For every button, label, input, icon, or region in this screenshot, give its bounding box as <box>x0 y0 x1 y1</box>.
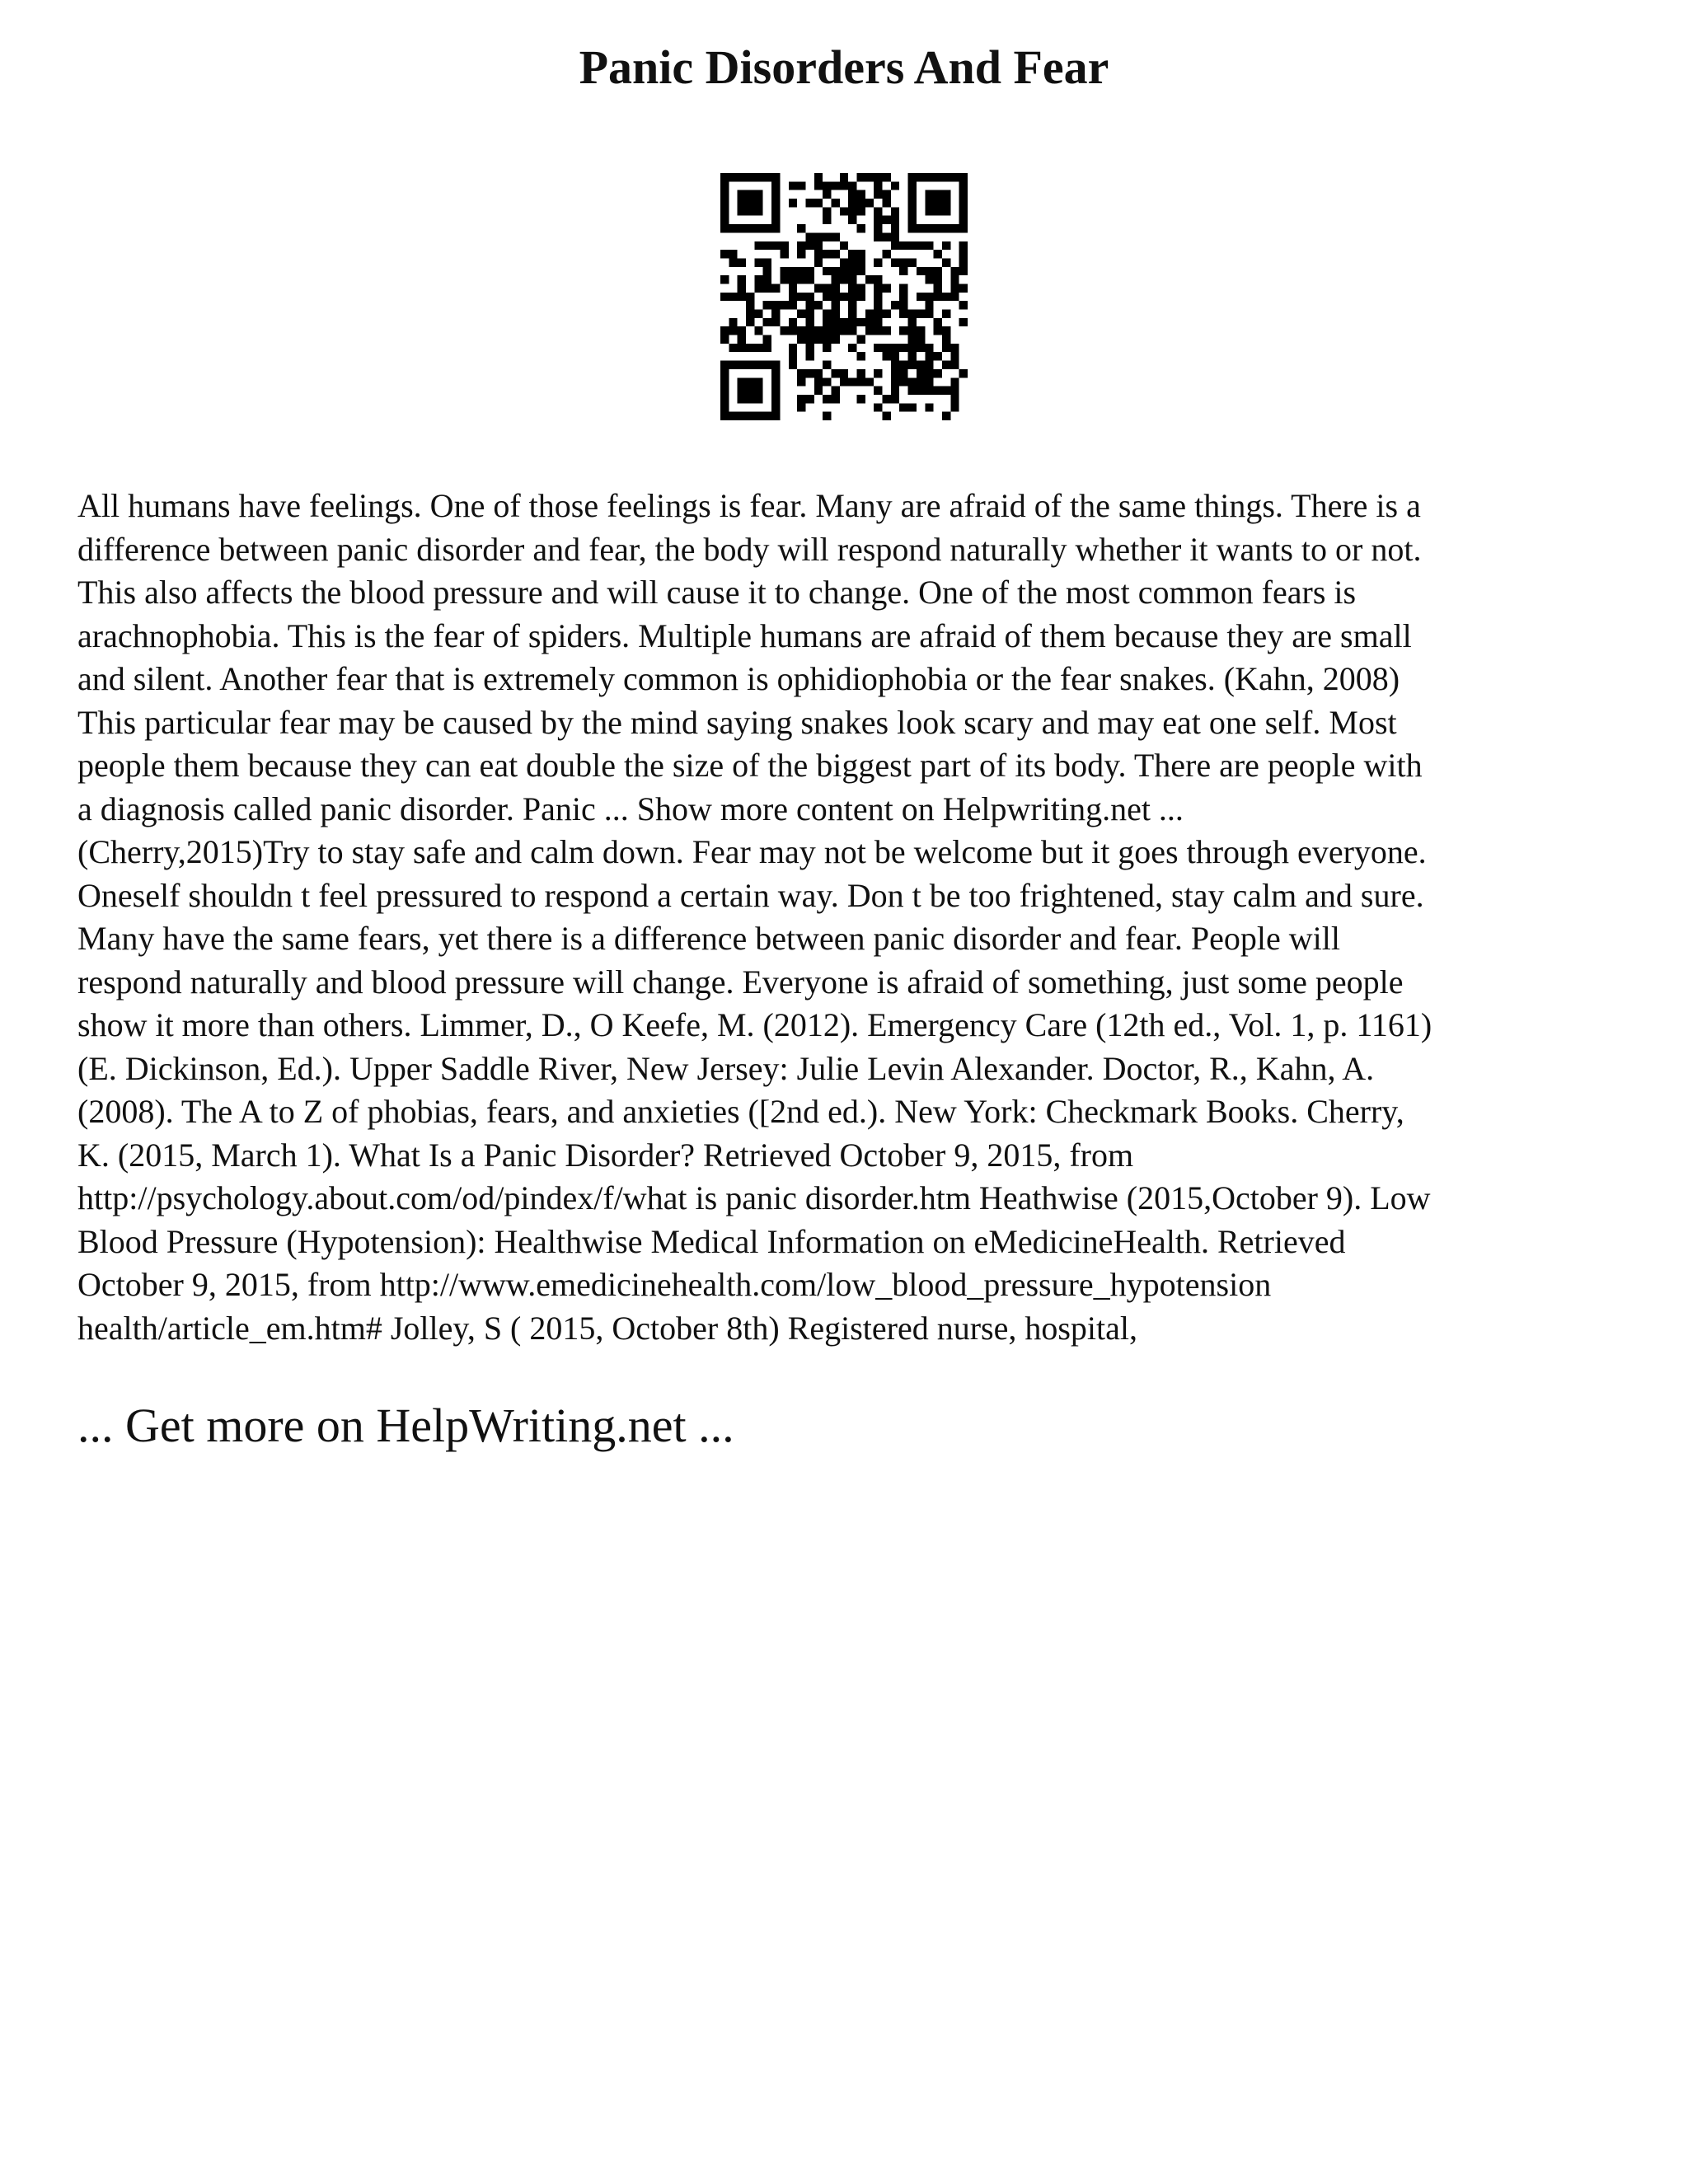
qr-code-icon <box>720 173 968 420</box>
body-line: health/article_em.htm# Jolley, S ( 2015, October 8th) Registered nurse, hospital, <box>77 1309 1137 1347</box>
body-line: (Cherry,2015)Try to stay safe and calm down. Fear may not be welcome but it goes through everyone. <box>77 833 1427 870</box>
body-line: respond naturally and blood pressure will change. Everyone is afraid of something, just some people <box>77 963 1404 1001</box>
body-line: people them because they can eat double the size of the biggest part of its body. There are people with <box>77 747 1423 784</box>
body-paragraph <box>77 485 1627 1350</box>
document-title: Panic Disorders And Fear <box>579 40 1109 94</box>
body-line: arachnophobia. This is the fear of spiders. Multiple humans are afraid of them because they are small <box>77 616 1412 654</box>
body-line: Oneself shouldn t feel pressured to respond a certain way. Don t be too frightened, stay calm and sure. <box>77 876 1424 914</box>
body-line: a diagnosis called panic disorder. Panic ... Show more content on Helpwriting.net ... <box>77 790 1184 827</box>
body-line: This also affects the blood pressure and will cause it to change. One of the most common fears is <box>77 574 1357 611</box>
body-line: show it more than others. Limmer, D., O Keefe, M. (2012). Emergency Care (12th ed., Vol. 1, p. 1161) <box>77 1006 1432 1043</box>
body-line: This particular fear may be caused by the mind saying snakes look scary and may eat one self. Most <box>77 703 1397 741</box>
body-line: Many have the same fears, yet there is a difference between panic disorder and fear. People will <box>77 920 1340 957</box>
body-line: difference between panic disorder and fear, the body will respond naturally whether it wants to or not. <box>77 530 1422 568</box>
body-line: K. (2015, March 1). What Is a Panic Disorder? Retrieved October 9, 2015, from <box>77 1136 1134 1174</box>
body-line: (E. Dickinson, Ed.). Upper Saddle River, New Jersey: Julie Levin Alexander. Doctor, R., Kahn, A. <box>77 1049 1375 1087</box>
body-line: Blood Pressure (Hypotension): Healthwise Medical Information on eMedicineHealth. Retrieved <box>77 1222 1346 1260</box>
body-line: October 9, 2015, from http://www.emedicinehealth.com/low_blood_pressure_hypotension <box>77 1266 1272 1303</box>
body-line: All humans have feelings. One of those feelings is fear. Many are afraid of the same things. There is a <box>77 487 1421 524</box>
body-line: and silent. Another fear that is extremely common is ophidiophobia or the fear snakes. (Kahn, 2008) <box>77 660 1400 697</box>
body-line: http://psychology.about.com/od/pindex/f/what is panic disorder.htm Heathwise (2015,October 9). Low <box>77 1179 1431 1216</box>
get-more-link[interactable]: ... Get more on HelpWriting.net ... <box>77 1399 734 1452</box>
body-line: (2008). The A to Z of phobias, fears, and anxieties ([2nd ed.). New York: Checkmark Books. Cherry, <box>77 1093 1404 1130</box>
